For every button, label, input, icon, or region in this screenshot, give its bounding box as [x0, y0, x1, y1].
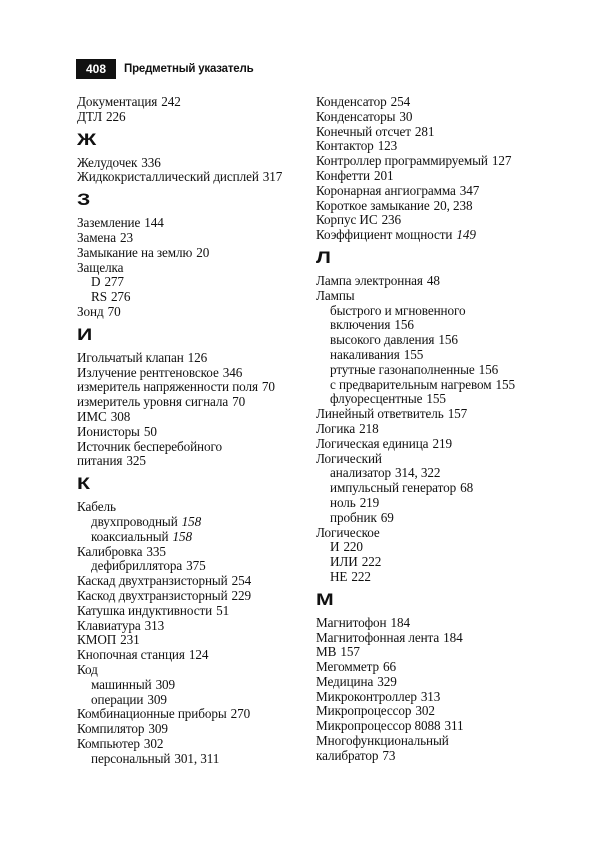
entry-pages: 70 — [261, 379, 275, 395]
entry-pages: 158 — [181, 513, 202, 529]
index-entry — [77, 619, 312, 634]
entry-term: Клавиатура — [77, 617, 141, 633]
index-entry — [316, 616, 551, 631]
entry-term: Источник бесперебойного — [77, 438, 222, 454]
entry-pages: 375 — [186, 558, 206, 574]
entry-pages: 126 — [187, 349, 208, 365]
entry-pages: 301, 311 — [174, 750, 220, 766]
index-entry — [77, 425, 312, 440]
index-entry — [77, 380, 312, 395]
entry-pages: 30 — [399, 108, 413, 124]
entry-pages: 20, 238 — [433, 197, 473, 213]
index-subentry — [316, 378, 551, 393]
entry-term: ИМС — [77, 408, 107, 424]
entry-term: Компилятор — [77, 721, 145, 737]
entry-term: Линейный ответвитель — [316, 406, 444, 422]
index-subentry — [316, 511, 551, 526]
index-entry — [316, 704, 551, 719]
entry-pages: 123 — [377, 138, 398, 154]
entry-pages: 219 — [359, 494, 380, 510]
index-letter-heading: К — [77, 474, 90, 494]
entry-term: Магнитофон — [316, 614, 387, 630]
entry-pages: 236 — [381, 212, 402, 228]
index-entry — [316, 228, 551, 243]
index-entry — [77, 246, 312, 261]
entry-term: RS — [91, 289, 107, 305]
index-entry — [316, 274, 551, 289]
index-entry — [316, 199, 551, 214]
entry-pages: 156 — [438, 332, 458, 348]
entry-pages: 157 — [340, 644, 360, 660]
entry-pages: 270 — [230, 706, 251, 722]
entry-pages: 184 — [390, 614, 410, 630]
index-entry — [77, 351, 312, 366]
entry-term: высокого давления — [330, 332, 435, 348]
entry-term: Микропроцессор 8088 — [316, 718, 441, 734]
entry-term: ноль — [330, 494, 356, 510]
entry-pages: 226 — [106, 108, 126, 124]
index-entry — [316, 734, 551, 749]
entry-term: Мегомметр — [316, 659, 379, 675]
entry-pages: 220 — [343, 539, 363, 555]
entry-term: анализатор — [330, 465, 392, 481]
entry-term: флуоресцентные — [330, 391, 423, 407]
index-entry — [316, 675, 551, 690]
entry-pages: 70 — [232, 394, 246, 410]
entry-pages: 276 — [110, 289, 131, 305]
index-entry — [77, 231, 312, 246]
entry-pages: 309 — [148, 721, 168, 737]
index-entry — [316, 719, 551, 734]
entry-term: Кнопочная станция — [77, 647, 185, 663]
entry-term: Короткое замыкание — [316, 197, 430, 213]
entry-pages: 347 — [459, 182, 480, 198]
index-entry — [77, 366, 312, 381]
entry-pages: 277 — [104, 274, 124, 290]
index-subentry — [316, 333, 551, 348]
entry-term: Желудочек — [77, 154, 138, 170]
index-subentry — [316, 540, 551, 555]
index-entry — [77, 500, 312, 515]
index-entry — [316, 213, 551, 228]
page-header — [76, 59, 253, 79]
index-entry — [316, 139, 551, 154]
entry-term: Лампа электронная — [316, 272, 423, 288]
index-column-right — [316, 95, 551, 764]
entry-pages: 66 — [383, 659, 396, 675]
index-entry — [316, 154, 551, 169]
entry-term: включения — [330, 317, 391, 333]
entry-pages: 149 — [456, 227, 476, 243]
entry-term: Каскод двухтранзисторный — [77, 587, 228, 603]
entry-term: Микроконтроллер — [316, 688, 417, 704]
entry-pages: 156 — [478, 361, 499, 377]
entry-term: Многофункциональный — [316, 733, 449, 749]
entry-pages: 302 — [143, 735, 164, 751]
entry-pages: 219 — [432, 435, 452, 451]
entry-term: Логическое — [316, 524, 380, 540]
index-letter-heading: Ж — [77, 129, 97, 149]
index-subentry — [316, 392, 551, 407]
entry-pages: 231 — [120, 632, 140, 648]
index-entry — [316, 452, 551, 467]
entry-term: импульсный генератор — [330, 480, 457, 496]
entry-term: НЕ — [330, 568, 348, 584]
index-entry — [316, 289, 551, 304]
entry-pages: 218 — [359, 420, 379, 436]
index-entry — [316, 169, 551, 184]
entry-term: Конденсатор — [316, 94, 387, 109]
index-subentry — [77, 678, 312, 693]
entry-term: измеритель напряженности поля — [77, 379, 258, 395]
index-entry — [77, 648, 312, 663]
index-entry — [316, 645, 551, 660]
entry-pages: 229 — [231, 587, 252, 603]
entry-term: Кабель — [77, 499, 116, 515]
entry-pages: 313 — [420, 688, 441, 704]
index-letter-heading: З — [77, 190, 91, 210]
index-subentry — [316, 555, 551, 570]
entry-term: Заземление — [77, 215, 141, 231]
entry-pages: 313 — [144, 617, 165, 633]
entry-pages: 222 — [361, 554, 382, 570]
index-column-left — [77, 95, 312, 766]
entry-pages: 184 — [443, 629, 463, 645]
index-subentry — [316, 363, 551, 378]
index-entry — [77, 305, 312, 320]
index-entry — [77, 707, 312, 722]
entry-pages: 48 — [426, 272, 440, 288]
entry-pages: 309 — [147, 691, 167, 707]
entry-pages: 346 — [222, 364, 243, 380]
entry-pages: 325 — [126, 453, 146, 469]
index-entry — [77, 604, 312, 619]
entry-term: Катушка индуктивности — [77, 602, 213, 618]
entry-term: с предварительным нагревом — [330, 376, 492, 392]
index-entry — [77, 633, 312, 648]
entry-pages: 329 — [377, 673, 397, 689]
index-letter-heading: М — [316, 589, 334, 609]
entry-pages: 309 — [155, 676, 176, 692]
entry-pages: 317 — [262, 169, 283, 185]
entry-term: Микропроцессор — [316, 703, 412, 719]
index-entry — [316, 125, 551, 140]
entry-term: Коэффициент мощности — [316, 227, 453, 243]
index-entry — [77, 410, 312, 425]
entry-term: быстрого и мгновенного — [330, 302, 466, 318]
entry-term: коаксиальный — [91, 528, 169, 544]
entry-term: КМОП — [77, 632, 117, 648]
entry-pages: 302 — [415, 703, 435, 719]
index-subentry — [77, 515, 312, 530]
entry-term: Контактор — [316, 138, 374, 154]
entry-term: Логика — [316, 420, 356, 436]
entry-term: Калибровка — [77, 543, 143, 559]
entry-pages: 254 — [390, 94, 411, 109]
index-entry — [316, 749, 551, 764]
index-entry — [77, 170, 312, 185]
page-number: 408 — [76, 59, 116, 79]
entry-pages: 50 — [143, 423, 157, 439]
index-subentry — [77, 559, 312, 574]
index-entry — [77, 440, 312, 455]
entry-term: персональный — [91, 750, 171, 766]
entry-term: Каскад двухтранзисторный — [77, 573, 228, 589]
entry-pages: 51 — [216, 602, 230, 618]
entry-term: Конфетти — [316, 167, 370, 183]
index-subentry — [316, 318, 551, 333]
entry-term: пробник — [330, 509, 377, 525]
entry-term: МВ — [316, 644, 337, 660]
entry-pages: 155 — [403, 346, 424, 362]
index-entry — [316, 110, 551, 125]
entry-pages: 155 — [495, 376, 515, 392]
entry-pages: 20 — [196, 244, 210, 260]
entry-term: Контроллер программируемый — [316, 153, 488, 169]
entry-term: Компьютер — [77, 735, 140, 751]
entry-pages: 335 — [146, 543, 166, 559]
entry-term: машинный — [91, 676, 152, 692]
entry-pages: 68 — [460, 480, 474, 496]
entry-term: Жидкокристаллический дисплей — [77, 169, 259, 185]
entry-pages: 70 — [107, 303, 121, 319]
entry-term: Игольчатый клапан — [77, 349, 184, 365]
entry-pages: 23 — [119, 229, 133, 245]
entry-term: Логическая единица — [316, 435, 429, 451]
entry-pages: 242 — [161, 94, 181, 109]
entry-pages: 155 — [426, 391, 446, 407]
entry-term: Код — [77, 661, 98, 677]
entry-pages: 336 — [141, 154, 161, 170]
index-entry — [77, 110, 312, 125]
index-entry — [316, 631, 551, 646]
index-subentry — [316, 481, 551, 496]
entry-pages: 314, 322 — [395, 465, 441, 481]
entry-pages: 124 — [188, 647, 209, 663]
entry-pages: 73 — [382, 747, 396, 763]
entry-pages: 254 — [231, 573, 252, 589]
index-subentry — [77, 693, 312, 708]
entry-term: Зонд — [77, 303, 104, 319]
entry-term: двухпроводный — [91, 513, 178, 529]
index-entry — [316, 437, 551, 452]
entry-term: Логический — [316, 450, 382, 466]
entry-pages: 311 — [444, 718, 464, 734]
index-entry — [77, 574, 312, 589]
index-subentry — [77, 290, 312, 305]
entry-term: D — [91, 274, 101, 290]
entry-term: Конденсаторы — [316, 108, 396, 124]
index-entry — [77, 95, 312, 110]
index-subentry — [316, 304, 551, 319]
entry-pages: 157 — [447, 406, 468, 422]
index-entry — [77, 261, 312, 276]
index-subentry — [77, 752, 312, 767]
entry-term: Конечный отсчет — [316, 123, 411, 139]
index-entry — [316, 660, 551, 675]
index-subentry — [316, 496, 551, 511]
index-entry — [316, 526, 551, 541]
entry-term: Документация — [77, 94, 158, 109]
entry-term: калибратор — [316, 747, 379, 763]
entry-term: Замена — [77, 229, 116, 245]
index-subentry — [77, 275, 312, 290]
entry-pages: 156 — [394, 317, 414, 333]
entry-term: накаливания — [330, 346, 400, 362]
index-entry — [316, 690, 551, 705]
entry-term: Лампы — [316, 287, 355, 303]
index-entry — [316, 407, 551, 422]
index-entry — [77, 663, 312, 678]
index-entry — [77, 545, 312, 560]
entry-term: Защелка — [77, 259, 124, 275]
entry-pages: 144 — [144, 215, 164, 231]
index-entry — [77, 722, 312, 737]
index-subentry — [77, 530, 312, 545]
entry-term: ДТЛ — [77, 108, 103, 124]
entry-pages: 281 — [414, 123, 435, 139]
entry-term: питания — [77, 453, 123, 469]
entry-term: Корпус ИС — [316, 212, 378, 228]
index-subentry — [316, 466, 551, 481]
index-entry — [316, 95, 551, 110]
index-entry — [316, 184, 551, 199]
entry-term: Комбинационные приборы — [77, 706, 227, 722]
index-subentry — [316, 348, 551, 363]
entry-term: И — [330, 539, 340, 555]
entry-term: Ионисторы — [77, 423, 140, 439]
index-entry — [77, 216, 312, 231]
index-entry — [77, 395, 312, 410]
index-entry — [77, 737, 312, 752]
entry-term: операции — [91, 691, 144, 707]
entry-term: Замыкание на землю — [77, 244, 193, 260]
index-letter-heading: Л — [316, 247, 331, 267]
entry-term: Коронарная ангиограмма — [316, 182, 456, 198]
entry-term: ртутные газонаполненные — [330, 361, 475, 377]
entry-pages: 222 — [351, 568, 371, 584]
entry-term: Медицина — [316, 673, 374, 689]
entry-term: дефибриллятора — [91, 558, 183, 574]
index-entry — [316, 422, 551, 437]
entry-pages: 201 — [373, 167, 394, 183]
entry-pages: 308 — [110, 408, 131, 424]
entry-term: Излучение рентгеновское — [77, 364, 219, 380]
entry-term: ИЛИ — [330, 554, 358, 570]
entry-pages: 127 — [491, 153, 512, 169]
index-letter-heading: И — [77, 324, 93, 344]
entry-pages: 69 — [380, 509, 394, 525]
index-entry — [77, 454, 312, 469]
index-entry — [77, 156, 312, 171]
running-title: Предметный указатель — [124, 63, 254, 75]
entry-term: измеритель уровня сигнала — [77, 394, 229, 410]
index-subentry — [316, 570, 551, 585]
entry-term: Магнитофонная лента — [316, 629, 440, 645]
index-entry — [77, 589, 312, 604]
entry-pages: 158 — [172, 528, 192, 544]
